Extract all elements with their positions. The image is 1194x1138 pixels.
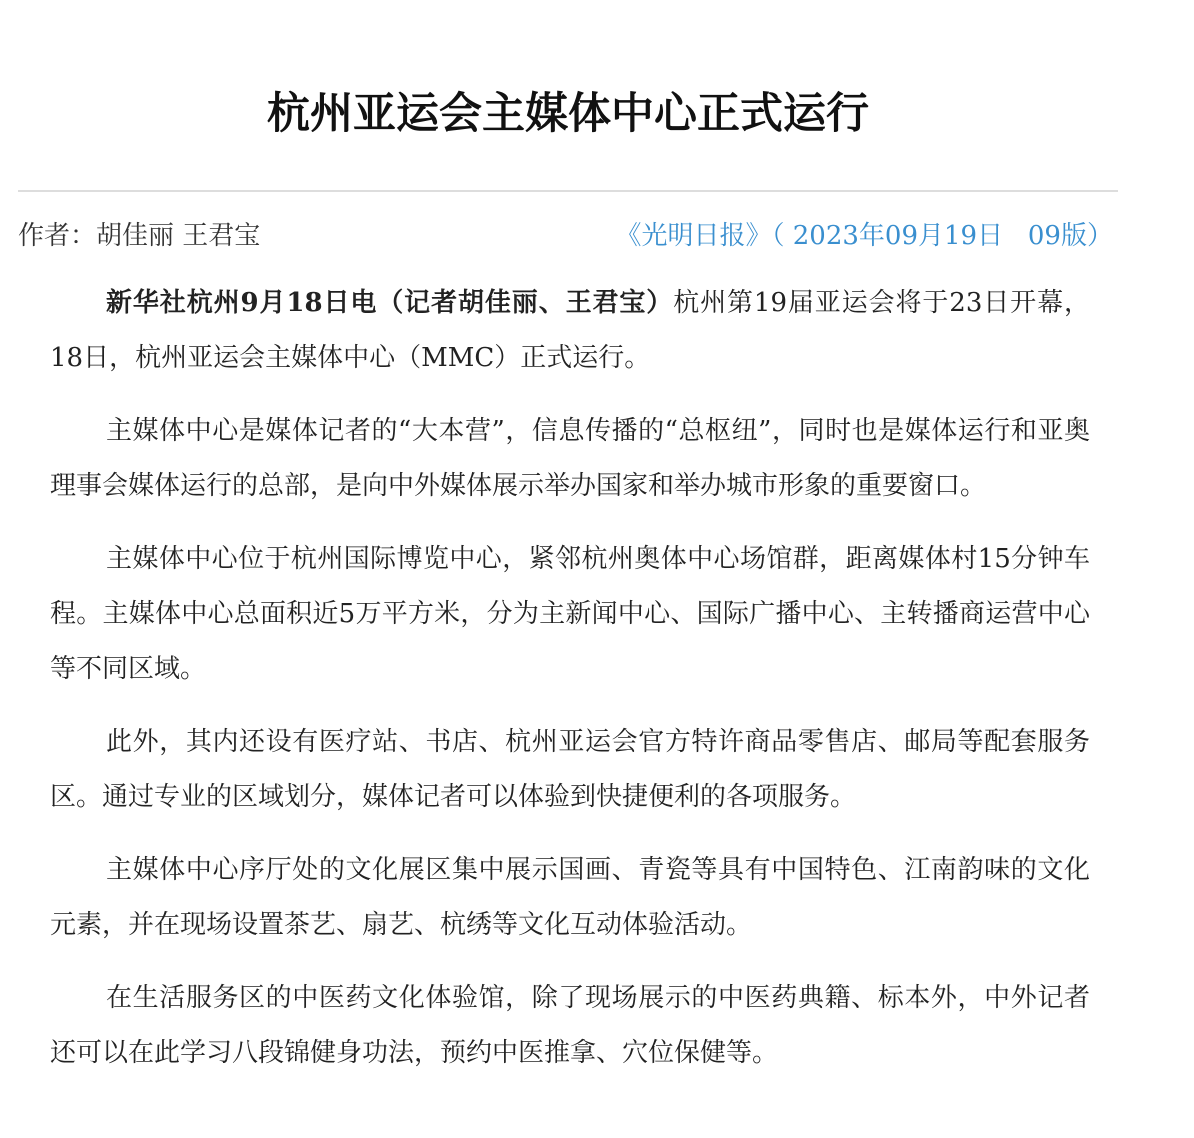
paragraph: 此外，其内还设有医疗站、书店、杭州亚运会官方特许商品零售店、邮局等配套服务区。通过专业的区域划分，媒体记者可以体验到快捷便利的各项服务。 bbox=[50, 727, 1090, 812]
source-edition: 09版 bbox=[1027, 221, 1087, 251]
author-label: 作者： bbox=[18, 221, 97, 251]
source-line bbox=[615, 212, 1113, 260]
paragraph: 在生活服务区的中医药文化体验馆，除了现场展示的中医药典籍、标本外，中外记者还可以在此学习八段锦健身功法，预约中医推拿、穴位保健等。 bbox=[50, 983, 1090, 1068]
paragraph: 主媒体中心序厅处的文化展区集中展示国画、青瓷等具有中国特色、江南韵味的文化元素，并在现场设置茶艺、扇艺、杭绣等文化互动体验活动。 bbox=[50, 855, 1090, 940]
paragraph: 主媒体中心位于杭州国际博览中心，紧邻杭州奥体中心场馆群，距离媒体村15分钟车程。主媒体中心总面积近5万平方米，分为主新闻中心、国际广播中心、主转播商运营中心等不同区域。 bbox=[50, 544, 1090, 684]
source-date: 2023年09月19日 bbox=[784, 221, 1004, 251]
author-names: 胡佳丽 王君宝 bbox=[96, 221, 261, 251]
paragraph bbox=[50, 276, 1090, 386]
dateline-lead: 新华社杭州9月18日电（记者胡佳丽、王君宝） bbox=[106, 288, 674, 318]
paragraph-text: 杭州第19届亚运会将于23日开幕，18日，杭州亚运会主媒体中心（MMC）正式运行。 bbox=[50, 288, 1090, 373]
title-divider bbox=[18, 190, 1118, 192]
source-close-paren: ） bbox=[1086, 221, 1113, 251]
source-open-paren: （ bbox=[771, 221, 785, 251]
article-meta bbox=[18, 212, 1113, 260]
paragraph: 主媒体中心是媒体记者的“大本营”，信息传播的“总枢纽”，同时也是媒体运行和亚奥理事会媒体运行的总部，是向中外媒体展示举办国家和举办城市形象的重要窗口。 bbox=[50, 416, 1090, 501]
article-body bbox=[50, 276, 1090, 1099]
source-paper-link[interactable]: 《光明日报》 bbox=[615, 221, 772, 251]
author-line bbox=[18, 212, 260, 260]
article-title: 杭州亚运会主媒体中心正式运行 bbox=[267, 89, 869, 139]
